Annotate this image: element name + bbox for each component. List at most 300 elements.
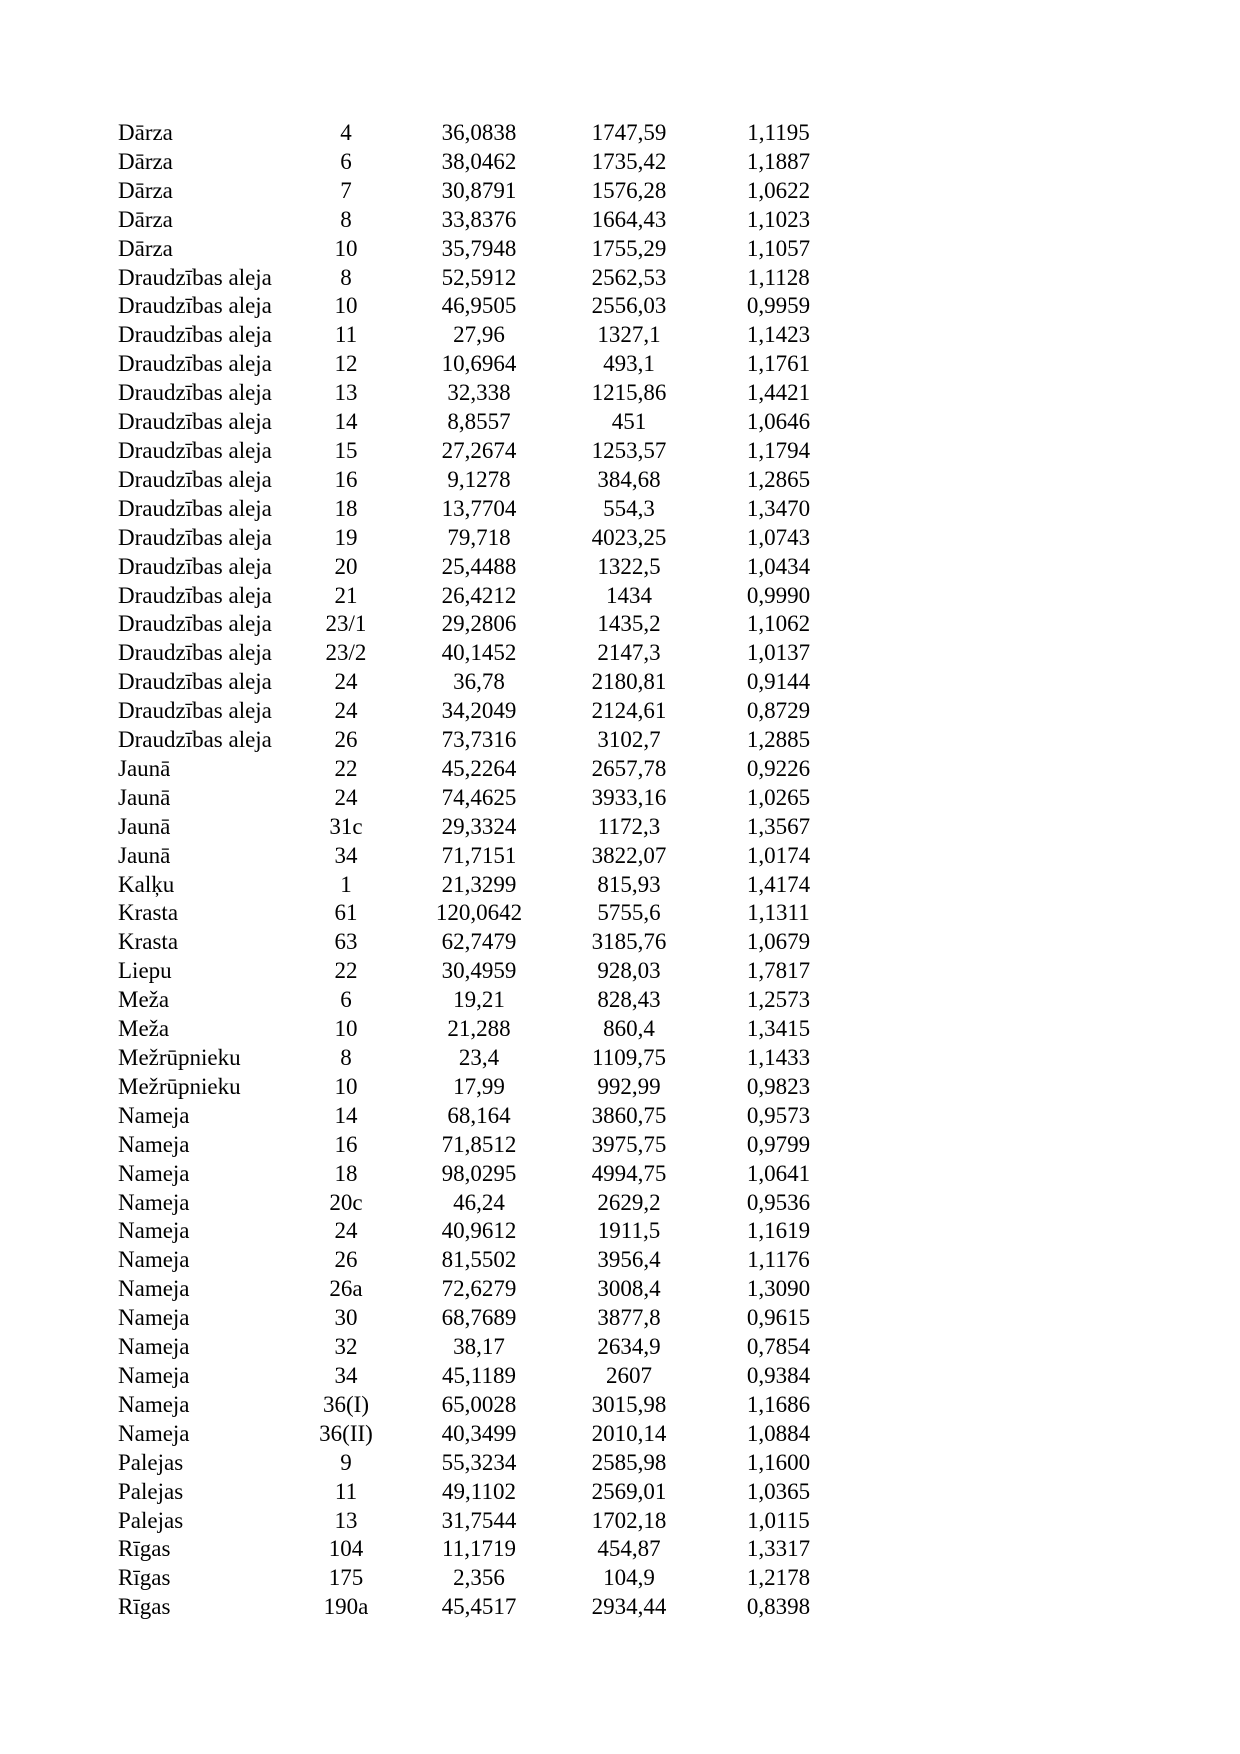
table-row (118, 437, 868, 466)
house-number-cell: 14 (334, 1102, 358, 1128)
value-cell-1: 29,3324 (441, 813, 517, 839)
house-number-cell: 16 (334, 1131, 358, 1157)
ratio-cell: 1,1761 (746, 351, 811, 377)
value-cell-2: 1755,29 (591, 235, 667, 261)
house-number-cell: 24 (334, 669, 358, 695)
ratio-cell: 0,9799 (746, 1131, 811, 1157)
street-name-cell: Meža (118, 1016, 170, 1042)
value-cell-1: 68,164 (447, 1102, 511, 1128)
value-cell-1: 17,99 (453, 1073, 505, 1099)
ratio-cell: 1,1057 (746, 235, 811, 261)
house-number-cell: 23/2 (325, 640, 367, 666)
value-cell-2: 2124,61 (591, 698, 667, 724)
house-number-cell: 26a (329, 1276, 363, 1302)
value-cell-1: 46,24 (453, 1189, 505, 1215)
value-cell-1: 13,7704 (441, 495, 517, 521)
value-cell-1: 55,3234 (441, 1449, 517, 1475)
table-row (118, 1189, 868, 1218)
value-cell-2: 2556,03 (591, 293, 667, 319)
street-name-cell: Draudzības aleja (118, 264, 272, 290)
street-name-cell: Nameja (118, 1131, 190, 1157)
table-row (118, 1564, 868, 1593)
value-cell-1: 40,1452 (441, 640, 517, 666)
value-cell-1: 49,1102 (442, 1478, 516, 1504)
value-cell-2: 3975,75 (591, 1131, 667, 1157)
ratio-cell: 1,0622 (746, 177, 811, 203)
house-number-cell: 63 (334, 929, 358, 955)
street-name-cell: Draudzības aleja (118, 611, 272, 637)
table-row (118, 292, 868, 321)
street-name-cell: Dārza (118, 148, 173, 174)
value-cell-2: 493,1 (603, 351, 655, 377)
ratio-cell: 1,1023 (746, 206, 811, 232)
value-cell-2: 4023,25 (591, 524, 667, 550)
house-number-cell: 8 (340, 264, 352, 290)
ratio-cell: 1,2885 (746, 727, 811, 753)
house-number-cell: 8 (340, 206, 352, 232)
value-cell-1: 27,2674 (441, 437, 517, 463)
value-cell-1: 68,7689 (441, 1305, 517, 1331)
street-name-cell: Krasta (118, 929, 179, 955)
ratio-cell: 0,9959 (746, 293, 811, 319)
house-number-cell: 26 (334, 727, 358, 753)
street-name-cell: Kalķu (118, 871, 175, 897)
table-row (118, 524, 868, 553)
value-cell-1: 38,0462 (441, 148, 517, 174)
street-name-cell: Draudzības aleja (118, 727, 272, 753)
value-cell-2: 4994,75 (591, 1160, 667, 1186)
value-cell-2: 2010,14 (591, 1420, 667, 1446)
ratio-cell: 1,0115 (747, 1507, 810, 1533)
value-cell-1: 10,6964 (441, 351, 517, 377)
house-number-cell: 21 (334, 582, 358, 608)
street-name-cell: Draudzības aleja (118, 582, 272, 608)
table-row (118, 119, 868, 148)
value-cell-1: 32,338 (447, 380, 511, 406)
value-cell-2: 2147,3 (597, 640, 661, 666)
value-cell-2: 2569,01 (591, 1478, 667, 1504)
value-cell-2: 828,43 (597, 987, 661, 1013)
value-cell-2: 451 (611, 409, 647, 435)
value-cell-1: 46,9505 (441, 293, 517, 319)
table-row (118, 726, 868, 755)
table-row (118, 466, 868, 495)
ratio-cell: 1,1686 (746, 1391, 811, 1417)
ratio-cell: 1,1311 (747, 900, 810, 926)
ratio-cell: 1,7817 (746, 958, 811, 984)
value-cell-1: 62,7479 (441, 929, 517, 955)
ratio-cell: 0,8398 (746, 1594, 811, 1620)
value-cell-1: 34,2049 (441, 698, 517, 724)
house-number-cell: 24 (334, 698, 358, 724)
street-name-cell: Liepu (118, 958, 172, 984)
value-cell-1: 2,356 (453, 1565, 505, 1591)
table-row (118, 408, 868, 437)
house-number-cell: 31c (329, 813, 363, 839)
street-name-cell: Draudzības aleja (118, 669, 272, 695)
house-number-cell: 34 (334, 842, 358, 868)
street-name-cell: Draudzības aleja (118, 380, 272, 406)
table-row (118, 321, 868, 350)
table-row (118, 1478, 868, 1507)
house-number-cell: 22 (334, 958, 358, 984)
table-row (118, 1015, 868, 1044)
ratio-cell: 0,9990 (746, 582, 811, 608)
value-cell-2: 104,9 (603, 1565, 655, 1591)
value-cell-2: 1702,18 (591, 1507, 667, 1533)
house-number-cell: 190a (323, 1594, 369, 1620)
value-cell-2: 554,3 (603, 495, 655, 521)
street-name-cell: Nameja (118, 1420, 190, 1446)
street-name-cell: Jaunā (118, 784, 171, 810)
value-cell-2: 1747,59 (591, 120, 667, 145)
ratio-cell: 0,9573 (746, 1102, 811, 1128)
table-row (118, 1507, 868, 1536)
ratio-cell: 1,3470 (746, 495, 811, 521)
house-number-cell: 11 (334, 1478, 358, 1504)
value-cell-1: 21,288 (447, 1016, 511, 1042)
house-number-cell: 7 (340, 177, 352, 203)
value-cell-1: 33,8376 (441, 206, 517, 232)
table-row (118, 379, 868, 408)
value-cell-2: 1172,3 (597, 813, 661, 839)
house-number-cell: 61 (334, 900, 358, 926)
value-cell-1: 45,2264 (441, 755, 517, 781)
value-cell-1: 25,4488 (441, 553, 517, 579)
ratio-cell: 1,1128 (747, 264, 810, 290)
table-row (118, 1217, 868, 1246)
value-cell-1: 71,7151 (441, 842, 517, 868)
table-row (118, 1535, 868, 1564)
street-name-cell: Mežrūpnieku (118, 1045, 241, 1070)
value-cell-2: 2657,78 (591, 755, 667, 781)
house-number-cell: 175 (328, 1565, 364, 1591)
ratio-cell: 1,0641 (746, 1160, 811, 1186)
house-number-cell: 6 (340, 148, 352, 174)
value-cell-1: 79,718 (447, 524, 511, 550)
value-cell-1: 120,0642 (435, 900, 523, 926)
value-cell-2: 2585,98 (591, 1449, 667, 1475)
ratio-cell: 0,9536 (746, 1189, 811, 1215)
house-number-cell: 24 (334, 784, 358, 810)
value-cell-2: 3956,4 (597, 1247, 661, 1273)
ratio-cell: 0,9226 (746, 755, 811, 781)
street-name-cell: Draudzības aleja (118, 640, 272, 666)
value-cell-2: 2180,81 (591, 669, 667, 695)
street-name-cell: Nameja (118, 1247, 190, 1273)
house-number-cell: 8 (340, 1045, 352, 1070)
value-cell-1: 27,96 (453, 322, 505, 348)
value-cell-2: 3008,4 (597, 1276, 661, 1302)
ratio-cell: 1,0365 (746, 1478, 811, 1504)
ratio-cell: 0,9144 (746, 669, 811, 695)
street-name-cell: Draudzības aleja (118, 466, 272, 492)
street-name-cell: Dārza (118, 120, 173, 145)
value-cell-1: 73,7316 (441, 727, 517, 753)
value-cell-1: 71,8512 (441, 1131, 517, 1157)
value-cell-2: 454,87 (597, 1536, 661, 1562)
table-row (118, 206, 868, 235)
ratio-cell: 1,0884 (746, 1420, 811, 1446)
street-name-cell: Draudzības aleja (118, 553, 272, 579)
table-row (118, 928, 868, 957)
table-row (118, 1420, 868, 1449)
house-number-cell: 30 (334, 1305, 358, 1331)
street-name-cell: Nameja (118, 1102, 190, 1128)
street-name-cell: Rīgas (118, 1565, 171, 1591)
ratio-cell: 1,1176 (747, 1247, 810, 1273)
value-cell-1: 35,7948 (441, 235, 517, 261)
table-row (118, 1391, 868, 1420)
street-name-cell: Dārza (118, 177, 173, 203)
street-name-cell: Draudzības aleja (118, 322, 272, 348)
street-name-cell: Palejas (118, 1507, 184, 1533)
house-number-cell: 10 (334, 235, 358, 261)
house-number-cell: 14 (334, 409, 358, 435)
value-cell-2: 3822,07 (591, 842, 667, 868)
value-cell-2: 3933,16 (591, 784, 667, 810)
ratio-cell: 1,2865 (746, 466, 811, 492)
table-row (118, 986, 868, 1015)
data-table (118, 119, 868, 1622)
value-cell-2: 1215,86 (591, 380, 667, 406)
house-number-cell: 16 (334, 466, 358, 492)
table-row (118, 235, 868, 264)
table-row (118, 610, 868, 639)
value-cell-2: 384,68 (597, 466, 661, 492)
table-row (118, 1073, 868, 1102)
ratio-cell: 1,1433 (746, 1045, 811, 1070)
ratio-cell: 1,1423 (746, 322, 811, 348)
ratio-cell: 1,0174 (746, 842, 811, 868)
house-number-cell: 10 (334, 1016, 358, 1042)
table-row (118, 553, 868, 582)
value-cell-1: 40,3499 (441, 1420, 517, 1446)
ratio-cell: 1,1195 (747, 120, 810, 145)
ratio-cell: 1,0646 (746, 409, 811, 435)
house-number-cell: 11 (334, 322, 358, 348)
value-cell-2: 2562,53 (591, 264, 667, 290)
ratio-cell: 1,0265 (746, 784, 811, 810)
house-number-cell: 26 (334, 1247, 358, 1273)
street-name-cell: Nameja (118, 1160, 190, 1186)
table-body (118, 119, 868, 1622)
ratio-cell: 1,2178 (746, 1565, 811, 1591)
value-cell-2: 1327,1 (597, 322, 661, 348)
ratio-cell: 1,3090 (746, 1276, 811, 1302)
street-name-cell: Mežrūpnieku (118, 1073, 241, 1099)
ratio-cell: 0,9615 (746, 1305, 811, 1331)
value-cell-1: 21,3299 (441, 871, 517, 897)
value-cell-2: 1735,42 (591, 148, 667, 174)
ratio-cell: 1,1062 (746, 611, 811, 637)
ratio-cell: 1,3317 (746, 1536, 811, 1562)
value-cell-1: 98,0295 (441, 1160, 517, 1186)
street-name-cell: Jaunā (118, 755, 171, 781)
house-number-cell: 32 (334, 1334, 358, 1360)
table-row (118, 842, 868, 871)
value-cell-2: 1434 (606, 582, 652, 608)
street-name-cell: Dārza (118, 235, 173, 261)
ratio-cell: 1,1794 (746, 437, 811, 463)
house-number-cell: 104 (328, 1536, 364, 1562)
house-number-cell: 22 (334, 755, 358, 781)
house-number-cell: 13 (334, 380, 358, 406)
house-number-cell: 20 (334, 553, 358, 579)
street-name-cell: Draudzības aleja (118, 293, 272, 319)
value-cell-2: 1911,5 (597, 1218, 661, 1244)
value-cell-2: 2634,9 (597, 1334, 661, 1360)
table-row (118, 350, 868, 379)
value-cell-1: 45,1189 (442, 1362, 516, 1388)
street-name-cell: Jaunā (118, 813, 171, 839)
table-row (118, 177, 868, 206)
ratio-cell: 1,1600 (746, 1449, 811, 1475)
table-row (118, 495, 868, 524)
table-row (118, 1131, 868, 1160)
table-row (118, 1044, 868, 1073)
street-name-cell: Rīgas (118, 1536, 171, 1562)
ratio-cell: 1,1887 (746, 148, 811, 174)
street-name-cell: Nameja (118, 1362, 190, 1388)
ratio-cell: 0,9823 (746, 1073, 811, 1099)
value-cell-1: 29,2806 (441, 611, 517, 637)
street-name-cell: Draudzības aleja (118, 351, 272, 377)
value-cell-1: 11,1719 (442, 1536, 516, 1562)
house-number-cell: 1 (340, 871, 352, 897)
ratio-cell: 1,3415 (746, 1016, 811, 1042)
street-name-cell: Draudzības aleja (118, 698, 272, 724)
table-row (118, 697, 868, 726)
ratio-cell: 1,2573 (746, 987, 811, 1013)
house-number-cell: 20c (329, 1189, 363, 1215)
house-number-cell: 10 (334, 1073, 358, 1099)
street-name-cell: Draudzības aleja (118, 409, 272, 435)
value-cell-2: 860,4 (603, 1016, 655, 1042)
table-row (118, 1160, 868, 1189)
table-row (118, 784, 868, 813)
value-cell-2: 3102,7 (597, 727, 661, 753)
house-number-cell: 4 (340, 120, 352, 145)
ratio-cell: 1,3567 (746, 813, 811, 839)
table-row (118, 582, 868, 611)
street-name-cell: Dārza (118, 206, 173, 232)
table-row (118, 899, 868, 928)
value-cell-1: 8,8557 (447, 409, 511, 435)
street-name-cell: Palejas (118, 1449, 184, 1475)
house-number-cell: 15 (334, 437, 358, 463)
street-name-cell: Nameja (118, 1334, 190, 1360)
value-cell-1: 52,5912 (441, 264, 517, 290)
house-number-cell: 34 (334, 1362, 358, 1388)
value-cell-2: 3877,8 (597, 1305, 661, 1331)
value-cell-1: 40,9612 (441, 1218, 517, 1244)
street-name-cell: Jaunā (118, 842, 171, 868)
value-cell-1: 74,4625 (441, 784, 517, 810)
table-row (118, 1362, 868, 1391)
value-cell-1: 31,7544 (441, 1507, 517, 1533)
house-number-cell: 19 (334, 524, 358, 550)
table-row (118, 668, 868, 697)
table-row (118, 813, 868, 842)
house-number-cell: 6 (340, 987, 352, 1013)
value-cell-2: 5755,6 (597, 900, 661, 926)
value-cell-1: 36,0838 (441, 120, 517, 145)
street-name-cell: Draudzības aleja (118, 495, 272, 521)
house-number-cell: 9 (340, 1449, 352, 1475)
street-name-cell: Krasta (118, 900, 179, 926)
value-cell-2: 928,03 (597, 958, 661, 984)
ratio-cell: 1,0679 (746, 929, 811, 955)
table-row (118, 1246, 868, 1275)
street-name-cell: Meža (118, 987, 170, 1013)
table-row (118, 639, 868, 668)
ratio-cell: 1,0743 (746, 524, 811, 550)
value-cell-2: 815,93 (597, 871, 661, 897)
table-row (118, 264, 868, 293)
table-row (118, 957, 868, 986)
value-cell-2: 2934,44 (591, 1594, 667, 1620)
ratio-cell: 0,8729 (746, 698, 811, 724)
house-number-cell: 12 (334, 351, 358, 377)
table-row (118, 871, 868, 900)
house-number-cell: 36(II) (319, 1420, 373, 1446)
street-name-cell: Draudzības aleja (118, 524, 272, 550)
table-row (118, 1449, 868, 1478)
house-number-cell: 24 (334, 1218, 358, 1244)
value-cell-2: 3015,98 (591, 1391, 667, 1417)
street-name-cell: Nameja (118, 1391, 190, 1417)
ratio-cell: 1,0434 (746, 553, 811, 579)
table-row (118, 1102, 868, 1131)
table-row (118, 1593, 868, 1622)
table-row (118, 1304, 868, 1333)
house-number-cell: 36(I) (323, 1391, 369, 1417)
value-cell-1: 9,1278 (447, 466, 511, 492)
value-cell-1: 81,5502 (441, 1247, 517, 1273)
value-cell-2: 3860,75 (591, 1102, 667, 1128)
street-name-cell: Nameja (118, 1305, 190, 1331)
value-cell-2: 2629,2 (597, 1189, 661, 1215)
house-number-cell: 23/1 (325, 611, 367, 637)
street-name-cell: Nameja (118, 1189, 190, 1215)
value-cell-2: 1664,43 (591, 206, 667, 232)
ratio-cell: 1,4174 (746, 871, 811, 897)
value-cell-2: 1576,28 (591, 177, 667, 203)
house-number-cell: 18 (334, 1160, 358, 1186)
table-row (118, 755, 868, 784)
value-cell-1: 38,17 (453, 1334, 505, 1360)
value-cell-2: 1253,57 (591, 437, 667, 463)
ratio-cell: 1,1619 (746, 1218, 811, 1244)
value-cell-1: 30,4959 (441, 958, 517, 984)
value-cell-2: 3185,76 (591, 929, 667, 955)
ratio-cell: 1,4421 (746, 380, 811, 406)
value-cell-1: 45,4517 (441, 1594, 517, 1620)
value-cell-1: 23,4 (458, 1045, 500, 1070)
house-number-cell: 13 (334, 1507, 358, 1533)
street-name-cell: Draudzības aleja (118, 437, 272, 463)
value-cell-1: 36,78 (453, 669, 505, 695)
ratio-cell: 1,0137 (746, 640, 811, 666)
value-cell-2: 992,99 (597, 1073, 661, 1099)
value-cell-2: 2607 (606, 1362, 652, 1388)
table-row (118, 148, 868, 177)
value-cell-1: 30,8791 (441, 177, 517, 203)
table-row (118, 1275, 868, 1304)
street-name-cell: Nameja (118, 1276, 190, 1302)
value-cell-1: 72,6279 (441, 1276, 517, 1302)
